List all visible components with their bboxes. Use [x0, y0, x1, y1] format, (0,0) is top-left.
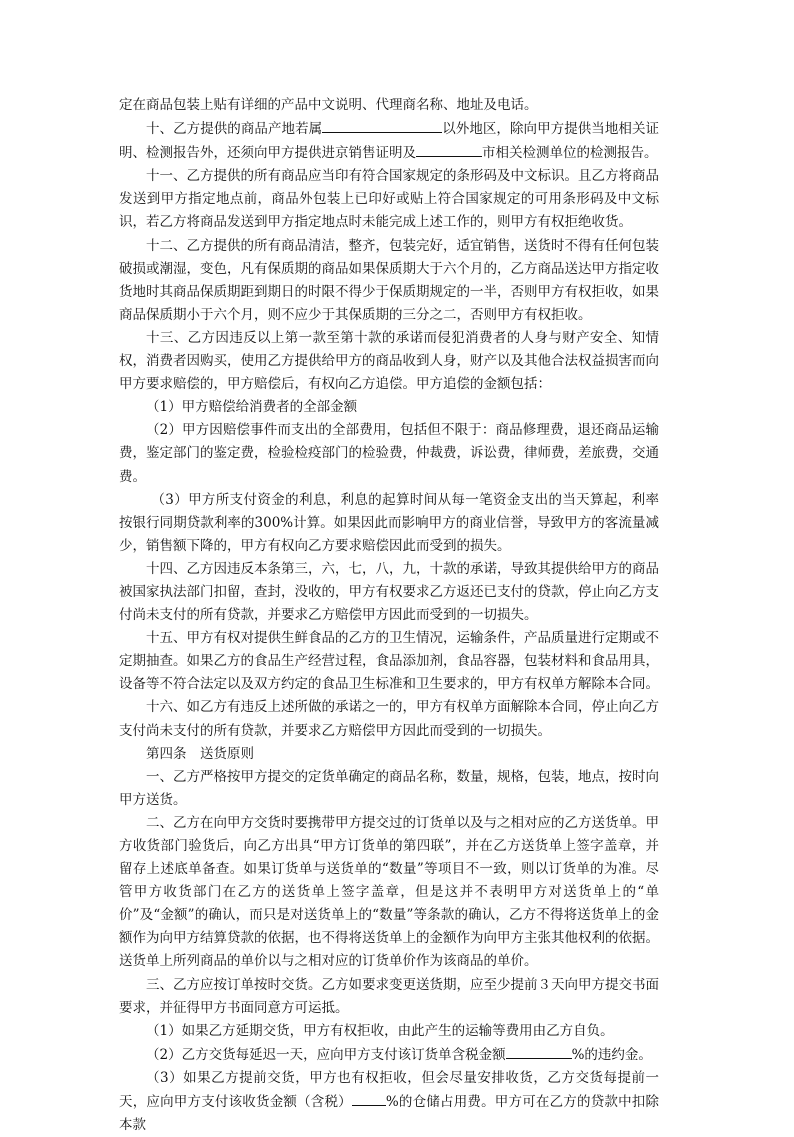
contract-page — [119, 94, 659, 1137]
paragraph-intro — [119, 94, 659, 117]
item-text: （2）乙方交货每延迟一天，应向甲方支付该订货单含税金额 — [146, 1046, 506, 1063]
article-4-clause-1 — [119, 766, 659, 812]
clause-text: 十一、乙方提供的所有商品应当印有符合国家规定的条形码及中文标识。且乙方将商品发送到甲方指定地点前，商品外包装上已印好或贴上符合国家规定的可用条形码及中文标识，若乙方将商品发送到甲方指定地点时未能完成上述工作的，则甲方有权拒绝收货。 — [119, 168, 659, 231]
article-4-clause-3-item-2 — [119, 1043, 659, 1067]
article-4-clause-3 — [119, 974, 659, 1020]
item-text: %的仓储占用费。甲方可在乙方的贷款中扣除本款 — [119, 1094, 660, 1134]
item-text: %的违约金。 — [571, 1046, 652, 1063]
article-4-clause-3-item-1 — [119, 1020, 659, 1043]
article-4-clause-2 — [119, 812, 659, 974]
clause-text: 市相关检测单位的检测报告。 — [482, 145, 658, 162]
clause-15 — [119, 627, 659, 696]
blank-origin-region[interactable] — [322, 117, 442, 133]
clause-text: 十、乙方提供的商品产地若属 — [146, 121, 323, 138]
clause-text: 十四、乙方因违反本条第三，六，七，八，九，十款的承诺，导致其提供给甲方的商品被国家执法部门扣留，查封，没收的，甲方有权要求乙方返还已支付的贷款，停止向乙方支付尚未支付的所有贷款，并要求乙方赔偿甲方因此而受到的一切损失。 — [119, 560, 659, 624]
clause-13-item-1 — [119, 396, 659, 419]
clause-11 — [119, 165, 659, 234]
blank-penalty-rate[interactable] — [506, 1043, 572, 1059]
item-text: （2）甲方因赔偿事件而支出的全部费用，包括但不限于：商品修理费，退还商品运输费，鉴定部门的鉴定费，检验检疫部门的检验费，仲裁费，诉讼费，律师费，差旅费，交通费。 — [119, 422, 659, 485]
clause-text: 二、乙方在向甲方交货时要携带甲方提交过的订货单以及与之相对应的乙方送货单。甲方收货部门验货后，向乙方出具“甲方订货单的第四联”，并在乙方送货单上签字盖章，并留存上述底单备查。如果订货单与送货单的“数量”等项目不一致，则以订货单的为准。尽管甲方收货部门在乙方的送货单上签字盖章，但是这并不表明甲方对送货单上的“单价”及“金额”的确认，而只是对送货单上的“数量”等条款的确认，乙方不得将送货单上的金额作为向甲方结算贷款的依据，也不得将送货单上的金额作为向甲方主张其他权利的依据。送货单上所列商品的单价以与之相对应的订货单价作为该商品的单价。 — [119, 814, 659, 970]
clause-text: 十二、乙方提供的所有商品清洁，整齐，包装完好，适宜销售，送货时不得有任何包装破损或潮湿，变色，凡有保质期的商品如果保质期大于六个月的，乙方商品送达甲方指定收货地时其商品保质期距到期日的时限不得少于保质期规定的一半，否则甲方有权拒收，如果商品保质期小于六个月，则不应少于其保质期的三分之二，否则甲方有权拒收。 — [119, 237, 659, 323]
item-text: （1）如果乙方延期交货，甲方有权拒收，由此产生的运输等费用由乙方自负。 — [146, 1022, 614, 1039]
clause-text: 三、乙方应按订单按时交货。乙方如要求变更送货期，应至少提前３天向甲方提交书面要求，并征得甲方书面同意方可运抵。 — [119, 976, 659, 1016]
clause-14 — [119, 558, 659, 627]
clause-text: 一、乙方严格按甲方提交的定货单确定的商品名称，数量，规格，包装，地点，按时向甲方送货。 — [119, 768, 659, 808]
clause-10 — [119, 117, 659, 165]
heading-text: 第四条 送货原则 — [146, 745, 254, 762]
blank-storage-rate[interactable] — [352, 1090, 386, 1106]
clause-text: 十六、如乙方有违反上述所做的承诺之一的，甲方有权单方面解除本合同，停止向乙方支付尚未支付的所有贷款，并要求乙方赔偿甲方因此而受到的一切损失。 — [119, 699, 659, 739]
clause-text: 十三、乙方因违反以上第一款至第十款的承诺而侵犯消费者的人身与财产安全、知情权，消费者因购买，使用乙方提供给甲方的商品收到人身，财产以及其他合法权益损害而向甲方要求赔偿的，甲方赔偿后，有权向乙方追偿。甲方追偿的金额包括： — [119, 329, 659, 393]
clause-text: 十五、甲方有权对提供生鲜食品的乙方的卫生情况，运输条件，产品质量进行定期或不定期抽查。如果乙方的食品生产经营过程，食品添加剂，食品容器，包装材料和食品用具，设备等不符合法定以及双方约定的食品卫生标准和卫生要求的，甲方有权单方解除本合同。 — [119, 630, 659, 693]
clause-13 — [119, 327, 659, 396]
clause-16 — [119, 696, 659, 742]
article-4-clause-3-item-3 — [119, 1067, 659, 1137]
item-text: （3）如果乙方提前交货，甲方也有权拒收，但会尽量安排收货，乙方交货每提前一天，应向甲方支付该收货金额（含税） — [119, 1069, 659, 1111]
clause-13-item-3 — [119, 489, 659, 558]
paragraph-text: 定在商品包装上贴有详细的产品中文说明、代理商名称、地址及电话。 — [119, 97, 538, 113]
clause-12 — [119, 235, 659, 327]
blank-city[interactable] — [416, 141, 482, 157]
item-text: （1）甲方赔偿给消费者的全部金额 — [146, 399, 358, 416]
item-text: （3）甲方所支付资金的利息，利息的起算时间从每一笔资金支出的当天算起，利率按银行同期贷款利率的300%计算。如果因此而影响甲方的商业信誉，导致甲方的客流量减少，销售额下降的，甲方有权向乙方要求赔偿因此而受到的损失。 — [119, 491, 659, 554]
clause-text: 以外地区，除向甲方提供当地相关证明、检测报告外，还须向甲方提供进京销售证明及 — [119, 121, 659, 162]
clause-13-item-2 — [119, 419, 659, 488]
article-4-heading — [119, 743, 659, 766]
